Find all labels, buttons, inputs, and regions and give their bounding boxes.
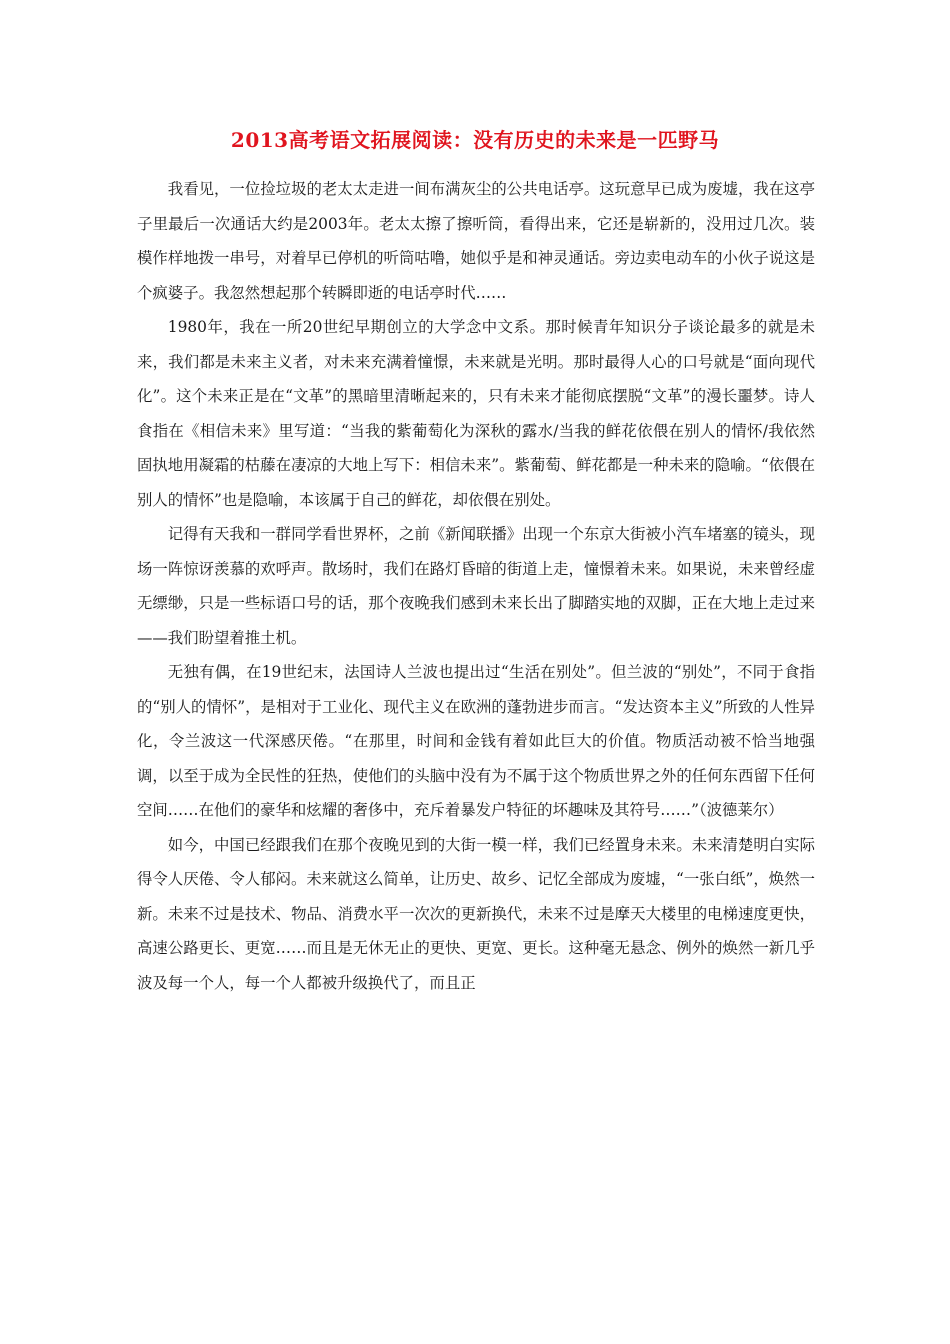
document-title: 2013高考语文拓展阅读：没有历史的未来是一匹野马: [230, 128, 720, 152]
paragraph-2: 1980年，我在一所20世纪早期创立的大学念中文系。那时候青年知识分子谈论最多的就是未来，我们都是未来主义者，对未来充满着憧憬，未来就是光明。那时最得人心的口号就是“面向现代化”。这个未来正是在“文革”的黑暗里清晰起来的，只有未来才能彻底摆脱“文革”的漫长噩梦。诗人食指在《相信未来》里写道：“当我的紫葡萄化为深秋的露水/当我的鲜花依偎在别人的情怀/我依然固执地用凝霜的枯藤在凄凉的大地上写下：相信未来”。紫葡萄、鲜花都是一种未来的隐喻。“依偎在别人的情怀”也是隐喻，本该属于自己的鲜花，却依偎在别处。: [137, 318, 815, 509]
paragraph-1: 我看见，一位捡垃圾的老太太走进一间布满灰尘的公共电话亭。这玩意早已成为废墟，我在这亭子里最后一次通话大约是2003年。老太太擦了擦听筒，看得出来，它还是崭新的，没用过几次。装模作样地拨一串号，对着早已停机的听筒咕噜，她似乎是和神灵通话。旁边卖电动车的小伙子说这是个疯婆子。我忽然想起那个转瞬即逝的电话亭时代……: [137, 180, 815, 302]
paragraph-4: 无独有偶，在19世纪末，法国诗人兰波也提出过“生活在别处”。但兰波的“别处”，不同于食指的“别人的情怀”，是相对于工业化、现代主义在欧洲的蓬勃进步而言。“发达资本主义”所致的人性异化，令兰波这一代深感厌倦。“在那里，时间和金钱有着如此巨大的价值。物质活动被不恰当地强调，以至于成为全民性的狂热，使他们的头脑中没有为不属于这个物质世界之外的任何东西留下任何空间……在他们的豪华和炫耀的奢侈中，充斥着暴发户特征的坏趣味及其符号……”（波德莱尔）: [137, 663, 815, 819]
paragraph-3: 记得有天我和一群同学看世界杯，之前《新闻联播》出现一个东京大街被小汽车堵塞的镜头，现场一阵惊讶羡慕的欢呼声。散场时，我们在路灯昏暗的街道上走，憧憬着未来。如果说，未来曾经虚无缥缈，只是一些标语口号的话，那个夜晚我们感到未来长出了脚踏实地的双脚，正在大地上走过来——我们盼望着推土机。: [137, 525, 815, 647]
article-body: [137, 172, 815, 1000]
paragraph-5: 如今，中国已经跟我们在那个夜晚见到的大街一模一样，我们已经置身未来。未来清楚明白实际得令人厌倦、令人郁闷。未来就这么简单，让历史、故乡、记忆全部成为废墟，“一张白纸”，焕然一新。未来不过是技术、物品、消费水平一次次的更新换代，未来不过是摩天大楼里的电梯速度更快，高速公路更长、更宽……而且是无休无止的更快、更宽、更长。这种毫无悬念、例外的焕然一新几乎波及每一个人，每一个人都被升级换代了，而且正: [137, 835, 815, 992]
